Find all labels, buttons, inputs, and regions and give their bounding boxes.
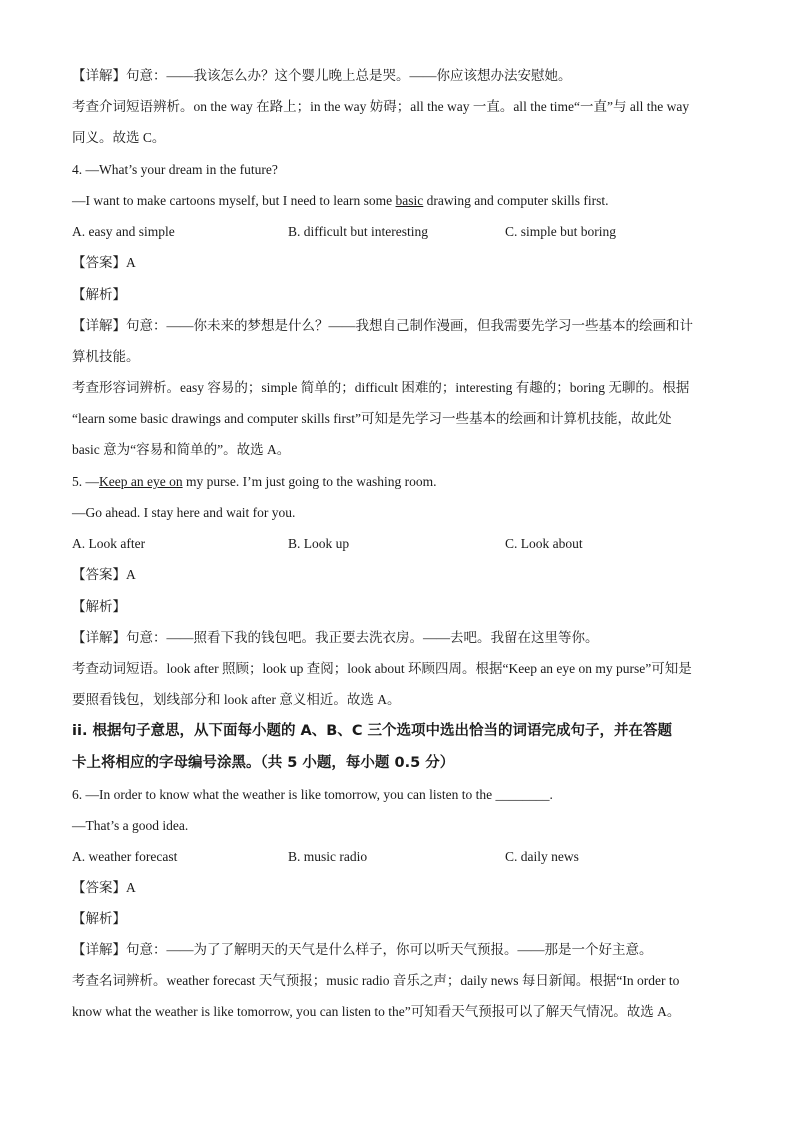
q5-underlined-phrase: Keep an eye on (99, 474, 183, 489)
q6-answer: 【答案】A (72, 880, 136, 895)
q3-detail-line-2: 考查介词短语辨析。on the way 在路上；in the way 妨碍；all the way 一直。all the time“一直”与 all the way (72, 99, 690, 114)
q5-line-2: —Go ahead. I stay here and wait for you. (72, 505, 296, 520)
q4-option-a: A. easy and simple (72, 224, 175, 239)
q6-option-c: C. daily news (505, 849, 579, 864)
q4-underlined-word: basic (395, 193, 424, 208)
q4-detail-line-4: “learn some basic drawings and computer skills first”可知是先学习一些基本的绘画和计算机技能，故此处 (72, 411, 672, 426)
q5-answer: 【答案】A (72, 567, 136, 582)
q4-line-2: —I want to make cartoons myself, but I need to learn some basic drawing and computer skills first. (72, 193, 609, 208)
q6-option-a: A. weather forecast (72, 849, 178, 864)
q6-option-b: B. music radio (288, 849, 368, 864)
q5-detail-line-3: 要照看钱包，划线部分和 look after 意义相近。故选 A。 (72, 692, 401, 707)
section-ii-heading-line-1: ii. 根据句子意思，从下面每小题的 A、B、C 三个选项中选出恰当的词语完成句子，并在答题 (72, 723, 673, 739)
q4-detail-line-1: 【详解】句意：——你未来的梦想是什么？——我想自己制作漫画，但我需要先学习一些基本的绘画和计 (72, 318, 693, 333)
q6-detail-line-2: 考查名词辨析。weather forecast 天气预报；music radio 音乐之声；daily news 每日新闻。根据“In order to (72, 973, 680, 988)
q4-option-b: B. difficult but interesting (288, 224, 428, 239)
q5-analysis-label: 【解析】 (72, 599, 126, 614)
q6-detail-line-3: know what the weather is like tomorrow, you can listen to the”可知看天气预报可以了解天气情况。故选 A。 (72, 1004, 681, 1019)
q6-stem: 6. —In order to know what the weather is like tomorrow, you can listen to the ________. (72, 787, 553, 802)
q5-detail-line-1: 【详解】句意：——照看下我的钱包吧。我正要去洗衣房。——去吧。我留在这里等你。 (72, 630, 599, 645)
q6-detail-line-1: 【详解】句意：——为了了解明天的天气是什么样子，你可以听天气预报。——那是一个好主意。 (72, 942, 653, 957)
q5-option-c: C. Look about (505, 536, 583, 551)
q6-analysis-label: 【解析】 (72, 911, 126, 926)
q4-stem: 4. —What’s your dream in the future? (72, 162, 278, 177)
q5-stem: 5. —Keep an eye on my purse. I’m just going to the washing room. (72, 474, 437, 489)
q5-option-b: B. Look up (288, 536, 350, 551)
q5-detail-line-2: 考查动词短语。look after 照顾；look up 查阅；look about 环顾四周。根据“Keep an eye on my purse”可知是 (72, 661, 692, 676)
q5-option-a: A. Look after (72, 536, 146, 551)
q4-analysis-label: 【解析】 (72, 287, 126, 302)
q4-detail-line-5: basic 意为“容易和简单的”。故选 A。 (72, 442, 291, 457)
q4-detail-line-2: 算机技能。 (72, 349, 140, 364)
q4-detail-line-3: 考查形容词辨析。easy 容易的；simple 简单的；difficult 困难的；interesting 有趣的；boring 无聊的。根据 (72, 380, 690, 395)
q6-line-2: —That’s a good idea. (72, 818, 189, 833)
section-ii-heading-line-2: 卡上将相应的字母编号涂黑。（共 5 小题，每小题 0.5 分） (72, 755, 455, 771)
q3-detail-line-1: 【详解】句意：——我该怎么办？这个婴儿晚上总是哭。——你应该想办法安慰她。 (72, 68, 572, 83)
q3-detail-line-3: 同义。故选 C。 (72, 130, 166, 145)
q4-answer: 【答案】A (72, 255, 136, 270)
q4-option-c: C. simple but boring (505, 224, 616, 239)
